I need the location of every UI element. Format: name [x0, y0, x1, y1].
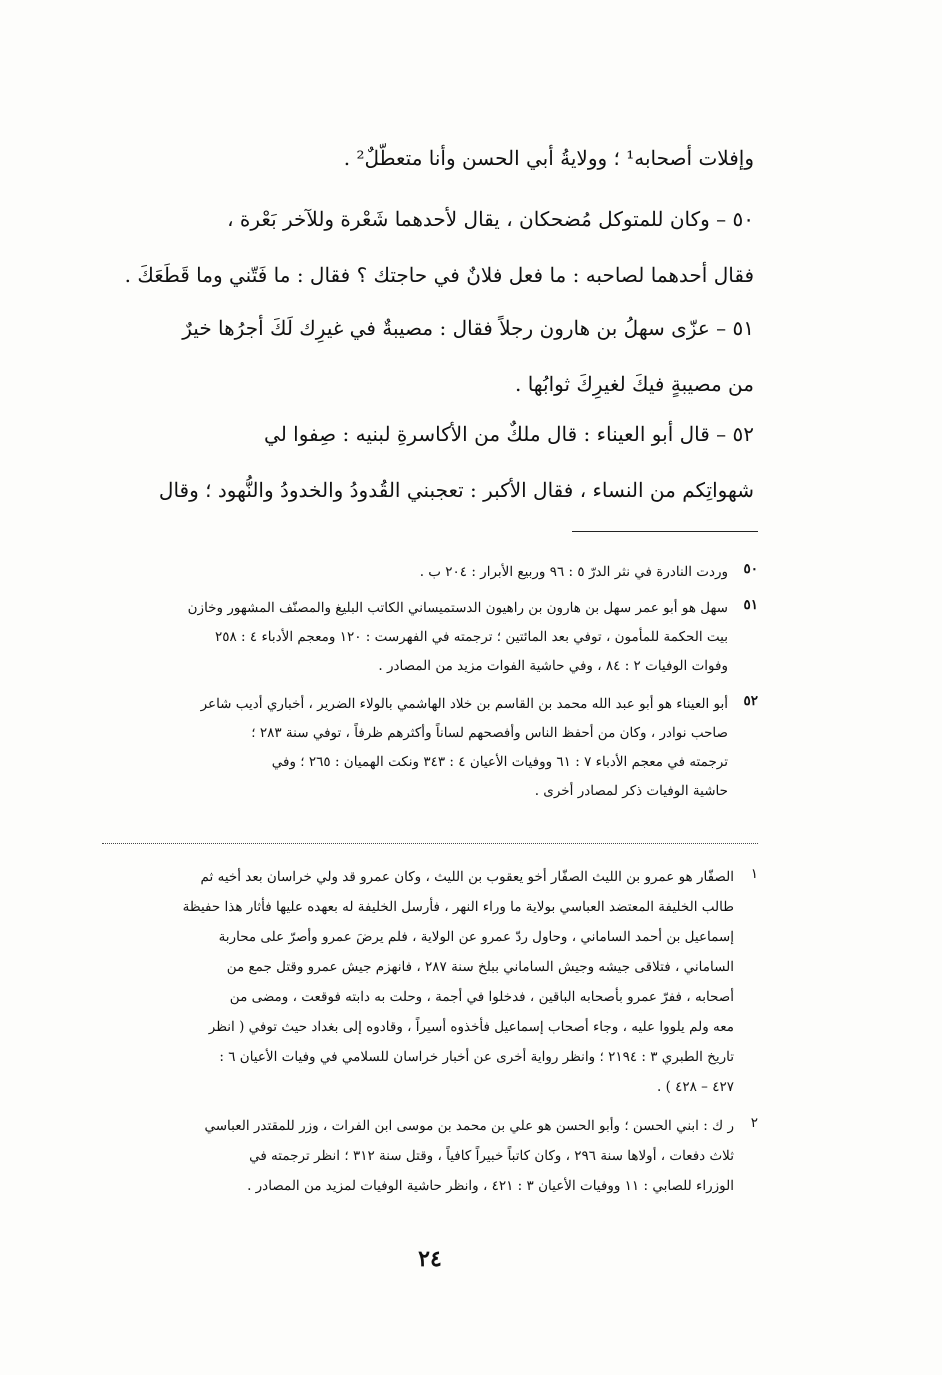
note-line: الوزراء للصابي : ١١ ووفيات الأعيان ٣ : ٤٢١ ، وانظر حاشية الوفيات لمزيد من المصادر . [247, 1178, 734, 1194]
main-line: ٥٢ – قال أبو العيناء : قال ملكٌ من الأكاسرةِ لبنيه : صِفوا لي [264, 422, 754, 446]
note-1 [88, 866, 758, 1098]
note-line: ر ك : ابني الحسن ؛ وأبو الحسن هو علي بن محمد بن موسى ابن الفرات ، وزر للمقتدر العباسي [204, 1118, 734, 1134]
note-2 [88, 1115, 758, 1197]
footnote-50 [168, 561, 758, 583]
note-line: الساماني ، فتلاقى جيشه وجيش الساماني ببلخ سنة ٢٨٧ ، فانهزم جيش عمرو وقتل جمع من [226, 959, 734, 975]
footnote-line: ترجمته في معجم الأدباء ٧ : ٦١ ووفيات الأعيان ٤ : ٣٤٣ ونكت الهميان : ٢٦٥ ؛ وفي [271, 754, 728, 770]
main-line: من مصيبةٍ فيكَ لغيرِكَ ثوابُها . [514, 372, 754, 396]
note-number: ٢ [750, 1115, 758, 1131]
footnote-52 [168, 693, 758, 802]
main-paragraph-50 [124, 205, 754, 289]
main-line: وإفلات أصحابه¹ ؛ وولايةُ أبي الحسن وأنا متعطّلٌ² . [343, 146, 754, 170]
main-paragraph-51 [184, 314, 754, 398]
footnote-line: بيت الحكمة للمأمون ، توفي بعد المائتين ؛ ترجمته في الفهرست : ١٢٠ ومعجم الأدباء ٤ : ٢٥٨ [214, 629, 728, 645]
footnote-line: صاحب نوادر ، وكان من أحفظ الناس وأفصحهم لساناً وأكثرهم ظرفاً ، توفي سنة ٢٨٣ ؛ [251, 725, 728, 741]
footnote-line: سهل هو أبو عمر سهل بن هارون بن راهيون الدستميساني الكاتب البليغ والمصنّف المشهور وخازن [187, 600, 728, 616]
note-line: تاريخ الطبري ٣ : ٢١٩٤ ؛ وانظر رواية أخرى عن أخبار خراسان للسلامي في وفيات الأعيان ٦ : [219, 1049, 734, 1065]
footnote-51 [168, 597, 758, 677]
main-line: ٥١ – عزّى سهلُ بن هارون رجلاً فقال : مصيبةٌ في غيرِك لَكَ أجرُها خيرٌ [182, 316, 754, 340]
footnote-line: أبو العيناء هو أبو عبد الله محمد بن القاسم بن خلاد الهاشمي بالولاء الضرير ، أخباري أديب شاعر [200, 696, 728, 712]
main-line: ٥٠ – وكان للمتوكل مُضحكان ، يقال لأحدهما شَعْرة وللآخر بَعْرة ، [227, 207, 754, 231]
notes-separator [102, 843, 758, 844]
note-line: أصحابه ، ففرّ عمرو بأصحابه الباقين ، فدخلوا في أجمة ، وحلت به دابته فوقعت ، ومضى من [229, 989, 734, 1005]
note-line: معه ولم يلووا عليه ، وجاء أصحاب إسماعيل فأخذوه أسيراً ، وقادوه إلى بغداد حيث توفي ( انظر [208, 1019, 734, 1035]
footnote-number: ٥٠ [743, 561, 758, 577]
page-number: ٢٤ [418, 1246, 442, 1272]
main-line: فقال أحدهما لصاحبه : ما فعل فلانٌ في حاجتك ؟ فقال : ما فَتّني وما قَطَعَكَ . [124, 263, 754, 287]
footnote-line: وردت النادرة في نثر الدرّ ٥ : ٩٦ وربيع الأبرار : ٢٠٤ ب . [419, 564, 728, 580]
footnote-number: ٥٢ [743, 693, 758, 709]
note-line: الصفّار هو عمرو بن الليث الصفّار أخو يعقوب بن الليث ، وكان عمرو قد ولي خراسان بعد أخيه ثم [200, 869, 734, 885]
note-number: ١ [750, 866, 758, 882]
main-paragraph-continuation [184, 144, 754, 172]
footnote-line: وفوات الوفيات ٢ : ٨٤ ، وفي حاشية الفوات مزيد من المصادر . [378, 658, 728, 674]
footnote-separator [572, 531, 758, 532]
note-line: طالب الخليفة المعتضد العباسي بولاية ما وراء النهر ، فأرسل الخليفة له بعهده عليها فأثار هذا حفيظة [182, 899, 734, 915]
footnote-number: ٥١ [743, 597, 758, 613]
main-line: شهواتِكم من النساء ، فقال الأكبر : تعجبني القُدودُ والخدودُ والنُّهود ؛ وقال [158, 478, 754, 502]
footnote-line: حاشية الوفيات ذكر لمصادر أخرى . [534, 783, 728, 799]
note-line: ثلاث دفعات ، أولاها سنة ٢٩٦ ، وكان كاتباً خبيراً كافياً ، وقتل سنة ٣١٢ ؛ انظر ترجمته في [249, 1148, 734, 1164]
note-line: إسماعيل بن أحمد الساماني ، وحاول ردّ عمرو عن الولاية ، فلم يرضَ عمرو وأصرّ على محاربة [218, 929, 734, 945]
note-line: ٤٢٧ – ٤٢٨ ) . [656, 1079, 734, 1095]
main-paragraph-52 [158, 420, 754, 504]
